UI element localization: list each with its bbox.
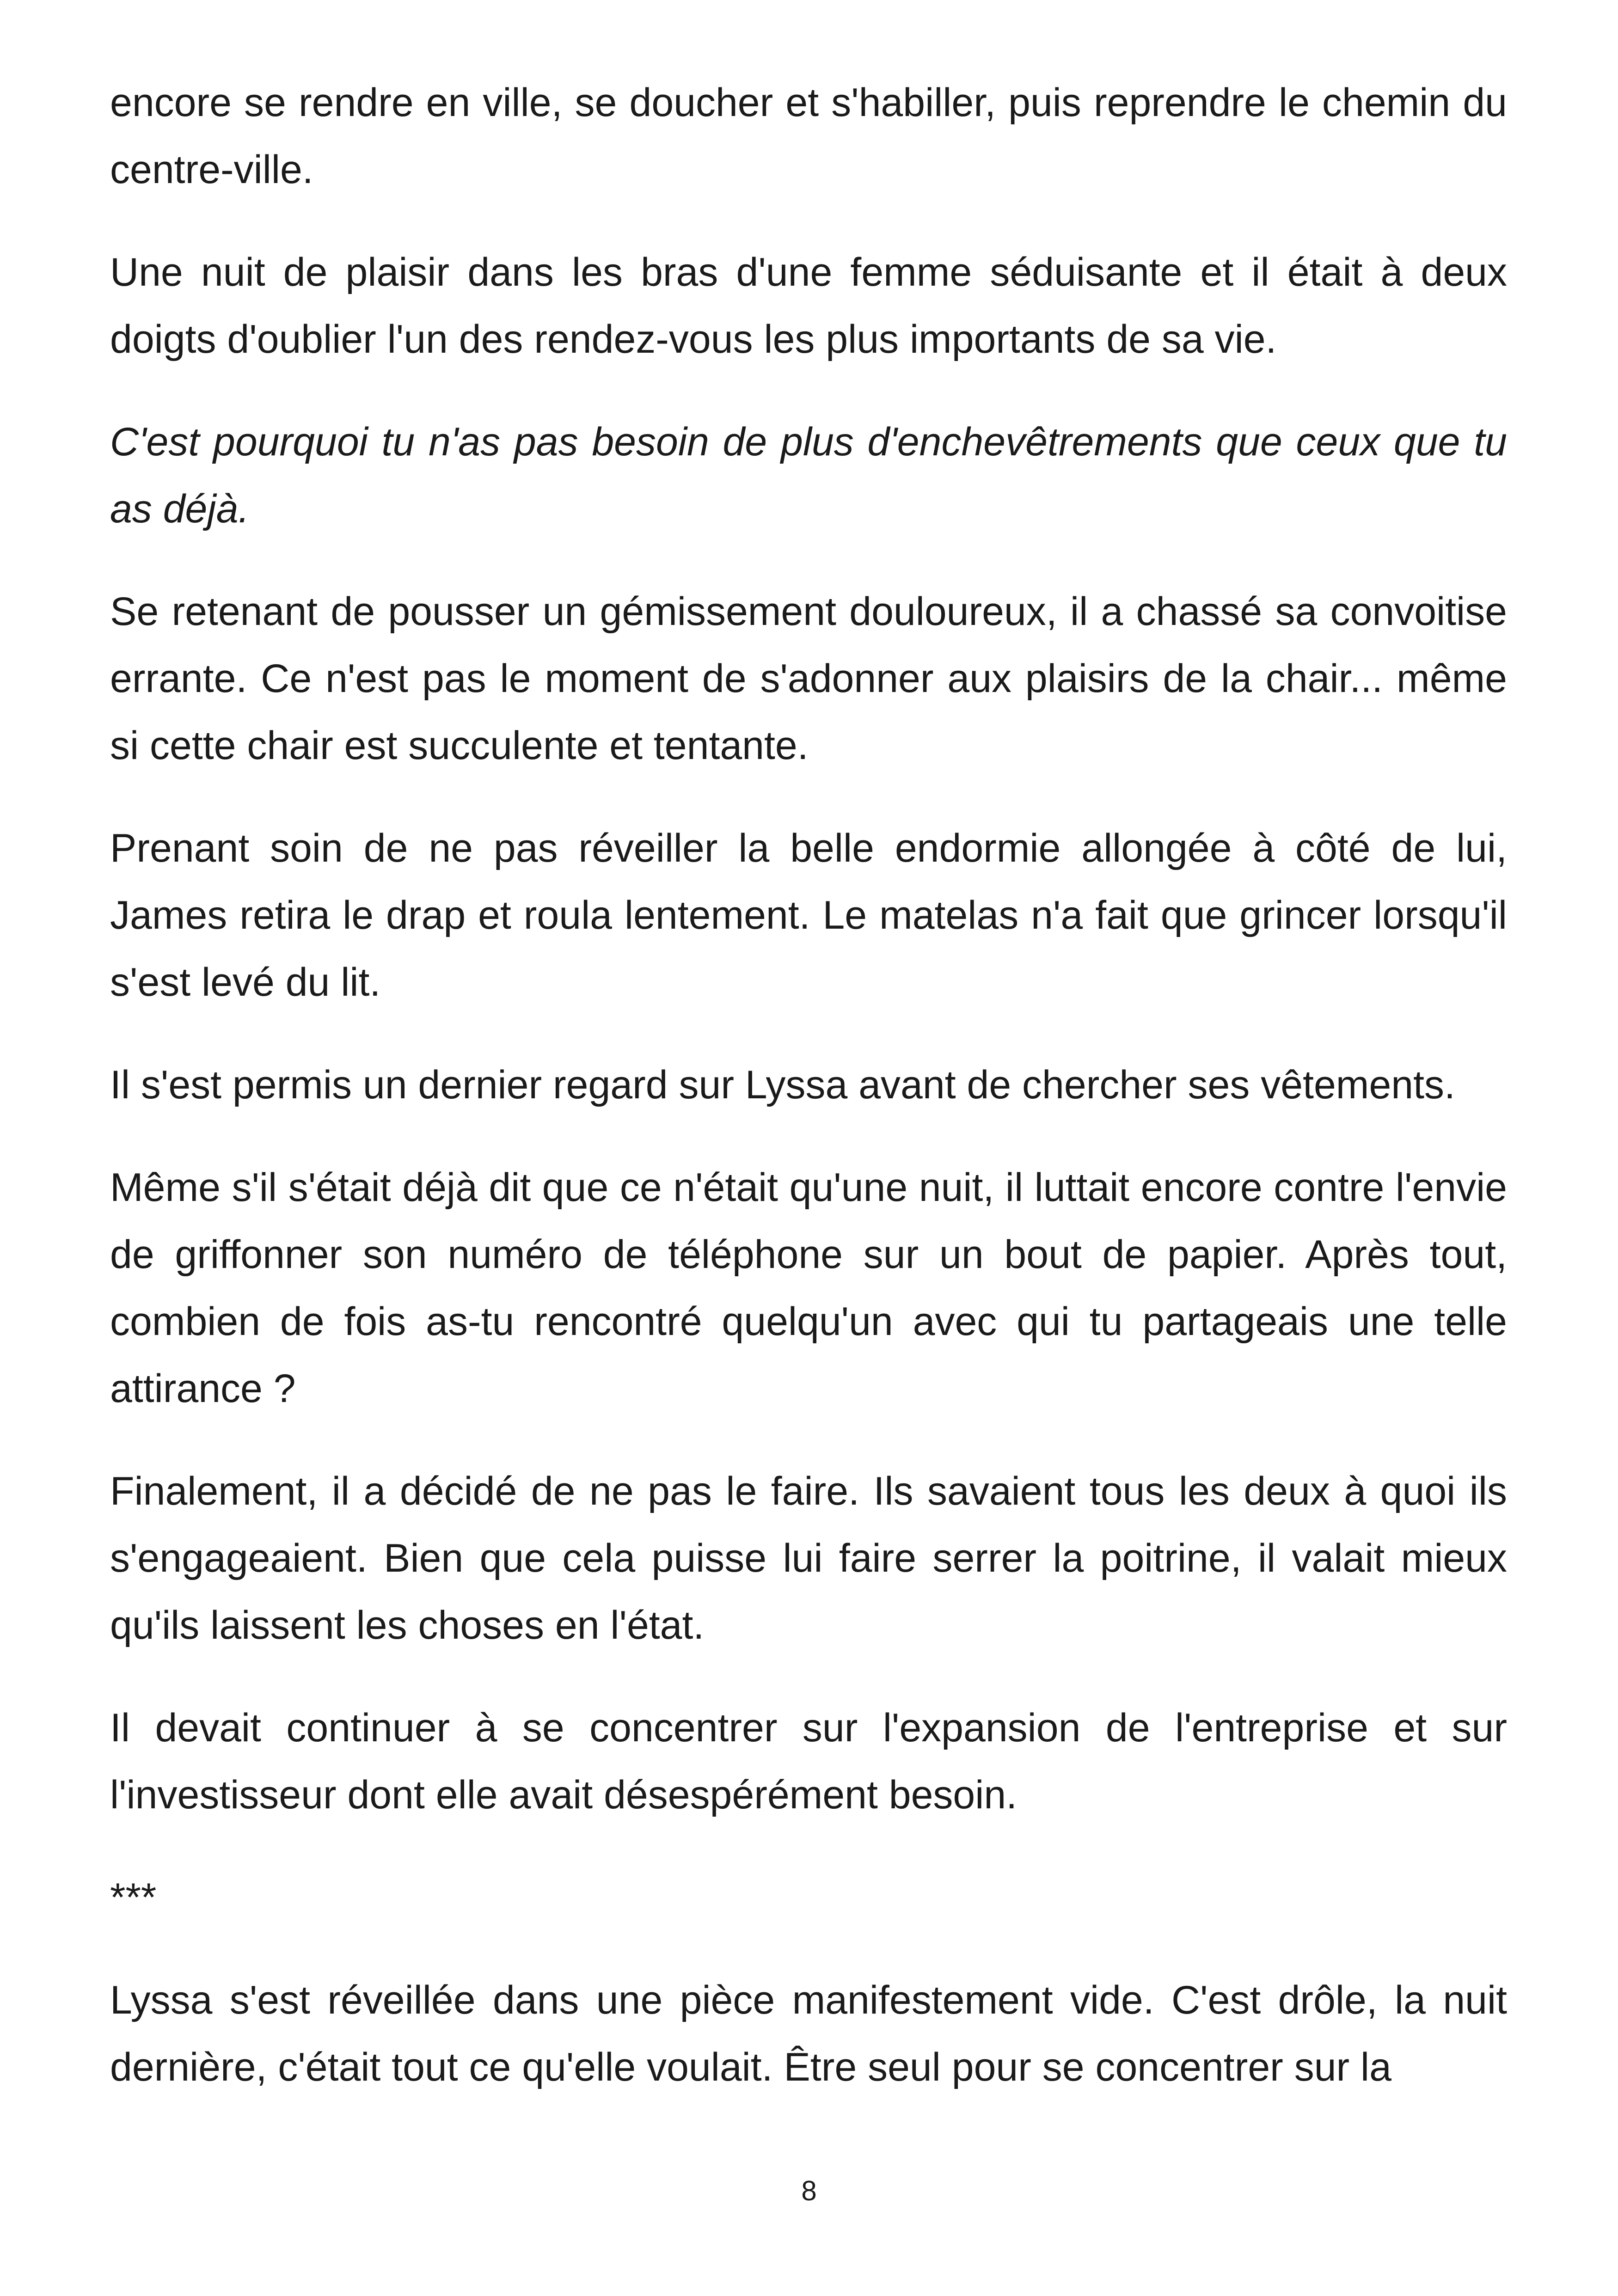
paragraph-2: Une nuit de plaisir dans les bras d'une femme séduisante et il était à deux doigts d'oublier l'un des rendez-vous les plus importants de sa vie.: [110, 250, 1507, 361]
paragraph-3-italic-thought: C'est pourquoi tu n'as pas besoin de plus d'enchevêtrements que ceux que tu as déjà.: [110, 420, 1507, 531]
paragraph-8: Finalement, il a décidé de ne pas le faire. Ils savaient tous les deux à quoi ils s'engageaient. Bien que cela puisse lui faire serrer la poitrine, il valait mieux qu'ils laissent les choses en l'état.: [110, 1469, 1507, 1647]
paragraph-10: Lyssa s'est réveillée dans une pièce manifestement vide. C'est drôle, la nuit dernière, c'était tout ce qu'elle voulait. Être seul pour se concentrer sur la: [110, 1978, 1507, 2089]
paragraph-1: encore se rendre en ville, se doucher et s'habiller, puis reprendre le chemin du centre-ville.: [110, 80, 1507, 192]
body-text: [110, 69, 1507, 2101]
scene-break: ***: [110, 1875, 157, 1920]
paragraph-9: Il devait continuer à se concentrer sur l'expansion de l'entreprise et sur l'investisseur dont elle avait désespérément besoin.: [110, 1706, 1507, 1817]
paragraph-4: Se retenant de pousser un gémissement douloureux, il a chassé sa convoitise errante. Ce n'est pas le moment de s'adonner aux plaisirs de la chair... même si cette chair est succulente et tentante.: [110, 589, 1507, 768]
paragraph-7: Même s'il s'était déjà dit que ce n'était qu'une nuit, il luttait encore contre l'envie de griffonner son numéro de téléphone sur un bout de papier. Après tout, combien de fois as-tu rencontré quelqu'un avec qui tu partageais une telle attirance ?: [110, 1165, 1507, 1411]
paragraph-6: Il s'est permis un dernier regard sur Lyssa avant de chercher ses vêtements.: [110, 1063, 1455, 1107]
paragraph-5: Prenant soin de ne pas réveiller la belle endormie allongée à côté de lui, James retira le drap et roula lentement. Le matelas n'a fait que grincer lorsqu'il s'est levé du lit.: [110, 826, 1507, 1004]
page-number: 8: [801, 2175, 817, 2206]
